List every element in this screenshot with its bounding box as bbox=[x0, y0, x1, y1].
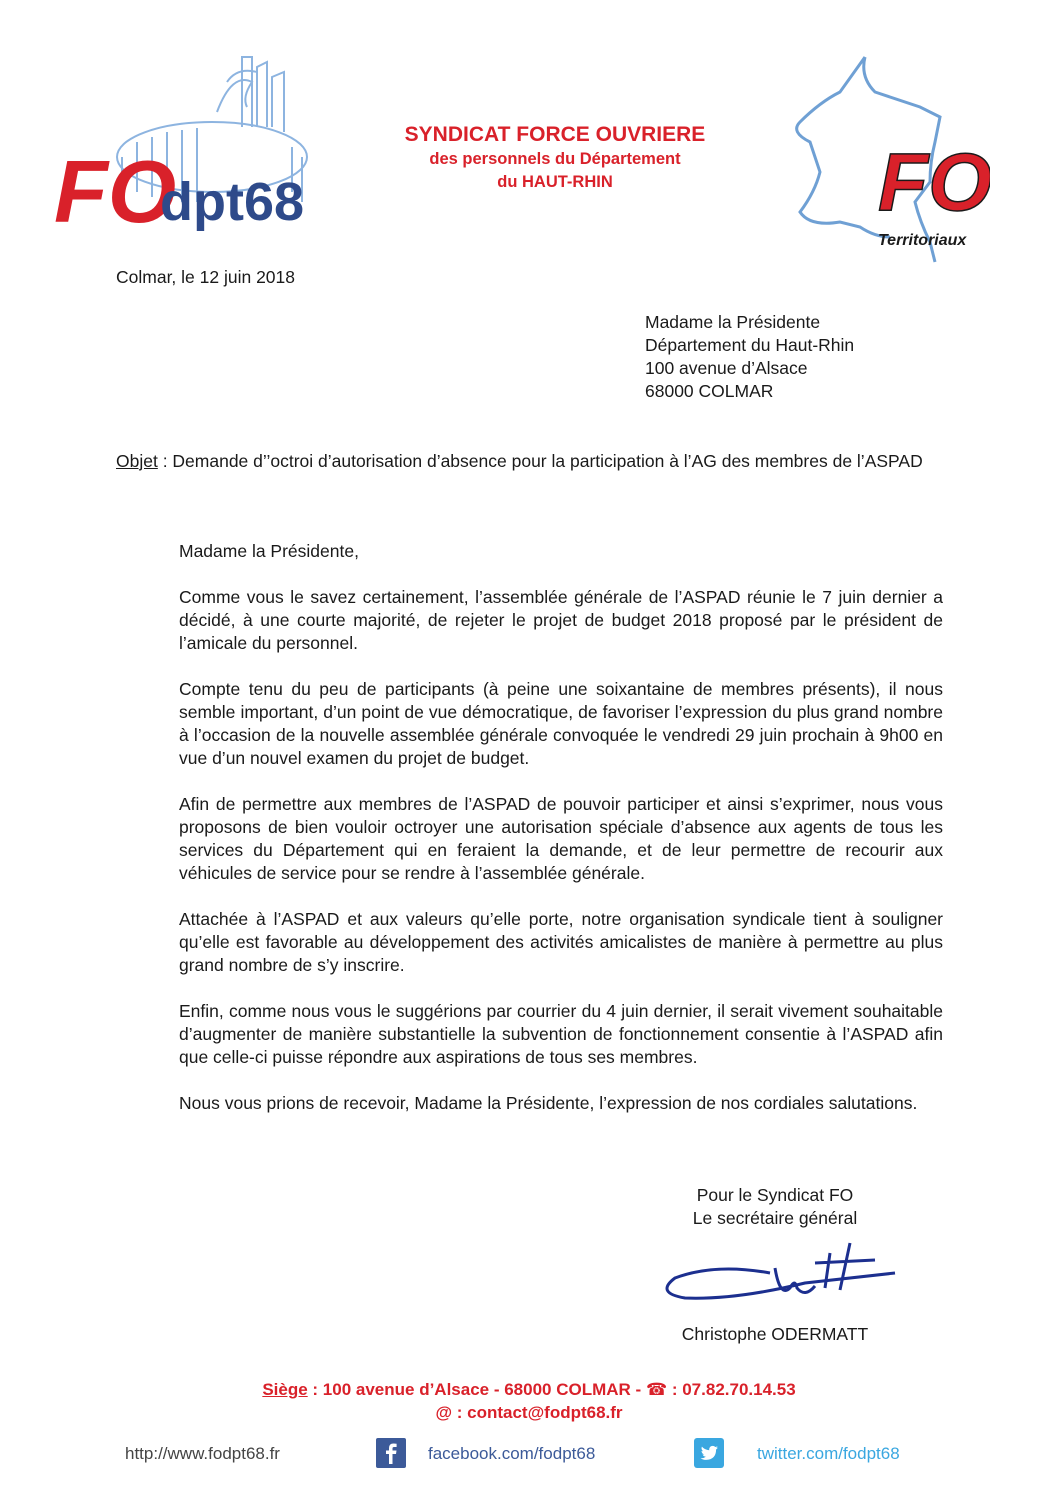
org-header bbox=[330, 122, 780, 194]
twitter-icon[interactable] bbox=[694, 1438, 724, 1468]
closing-line2: Le secrétaire général bbox=[692, 1208, 858, 1228]
closing-paragraph: Nous vous prions de recevoir, Madame la Présidente, l’expression de nos cordiales salutations. bbox=[179, 1093, 918, 1113]
footer-address bbox=[100, 1379, 958, 1401]
subject-text: : Demande d’’octroi d’autorisation d’absence pour la participation à l’AG des membres de l’ASPAD bbox=[157, 451, 923, 471]
recipient-line: 68000 COLMAR bbox=[645, 381, 774, 401]
signature-block bbox=[630, 1184, 920, 1230]
handwritten-signature bbox=[655, 1238, 900, 1313]
fo-logo-text: FO bbox=[54, 142, 177, 241]
phone-number: : 07.82.70.14.53 bbox=[667, 1380, 796, 1399]
footer-links bbox=[0, 1438, 1058, 1474]
footer-email bbox=[100, 1402, 958, 1424]
subject-line bbox=[116, 450, 946, 473]
recipient-line: 100 avenue d’Alsace bbox=[645, 358, 808, 378]
email-label: @ : bbox=[435, 1403, 468, 1422]
dpt68-logo-text: dpt68 bbox=[160, 172, 305, 232]
org-subtitle-line2: du HAUT-RHIN bbox=[497, 173, 613, 191]
signer-name: Christophe ODERMATT bbox=[681, 1324, 869, 1344]
body-paragraph: Compte tenu du peu de participants (à peine une soixantaine de membres présents), il nous semble important, d’un point de vue démocratique, de favoriser l’expression du plus grand nombre à l’occasion de la nouvelle assemblée générale convoquée le vendredi 29 juin prochain à 9h00 en vue d’un nouvel examen du projet de budget. bbox=[179, 679, 943, 768]
siege-label: Siège bbox=[262, 1380, 308, 1399]
fo-territoriaux-logo bbox=[780, 52, 990, 267]
facebook-link[interactable]: facebook.com/fodpt68 bbox=[428, 1444, 596, 1463]
fo-big-text: FO bbox=[878, 137, 990, 228]
body-paragraph: Comme vous le savez certainement, l’assemblée générale de l’ASPAD réunie le 7 juin dernier a décidé, à une courte majorité, de rejeter le projet de budget 2018 proposé par le président de l’amicale du personnel. bbox=[179, 587, 943, 653]
recipient-line: Madame la Présidente bbox=[645, 312, 821, 332]
facebook-icon[interactable] bbox=[376, 1438, 406, 1468]
fodpt68-logo bbox=[52, 52, 322, 242]
territoriaux-text: Territoriaux bbox=[878, 232, 967, 249]
siege-address: : 100 avenue d’Alsace - 68000 COLMAR - bbox=[307, 1380, 646, 1399]
org-subtitle-line1: des personnels du Département bbox=[429, 150, 681, 168]
website-link[interactable]: http://www.fodpt68.fr bbox=[125, 1444, 280, 1463]
body-paragraph: Enfin, comme nous vous le suggérions par courrier du 4 juin dernier, il serait vivement souhaitable d’augmenter de manière substantielle la subvention de fonctionnement consentie à l’ASPAD afin que celle-ci puisse répondre aux aspirations de tous ses membres. bbox=[179, 1001, 943, 1067]
salutation: Madame la Présidente, bbox=[179, 541, 359, 561]
body-paragraph: Attachée à l’ASPAD et aux valeurs qu’elle porte, notre organisation syndicale tient à souligner qu’elle est favorable au développement des activités amicalistes de manière à permettre au plus grand nombre de s’y inscrire. bbox=[179, 909, 943, 975]
recipient-address bbox=[645, 311, 854, 403]
body-paragraph: Afin de permettre aux membres de l’ASPAD de pouvoir participer et ainsi s’exprimer, nous vous proposons de bien vouloir octroyer une autorisation spéciale d’absence aux agents de tous les services du Département qui en feraient la demande, et de leur permettre de recourir aux véhicules de service pour se rendre à l’assemblée générale. bbox=[179, 794, 943, 883]
letter-date: Colmar, le 12 juin 2018 bbox=[116, 267, 295, 287]
recipient-line: Département du Haut-Rhin bbox=[645, 335, 855, 355]
letter-body bbox=[179, 540, 943, 1138]
closing-line1: Pour le Syndicat FO bbox=[696, 1185, 854, 1205]
twitter-link[interactable]: twitter.com/fodpt68 bbox=[757, 1444, 900, 1463]
phone-icon: ☎ bbox=[645, 1380, 668, 1399]
org-name: SYNDICAT FORCE OUVRIERE bbox=[404, 123, 706, 146]
subject-label: Objet bbox=[116, 451, 158, 471]
email-link[interactable]: contact@fodpt68.fr bbox=[467, 1403, 623, 1422]
